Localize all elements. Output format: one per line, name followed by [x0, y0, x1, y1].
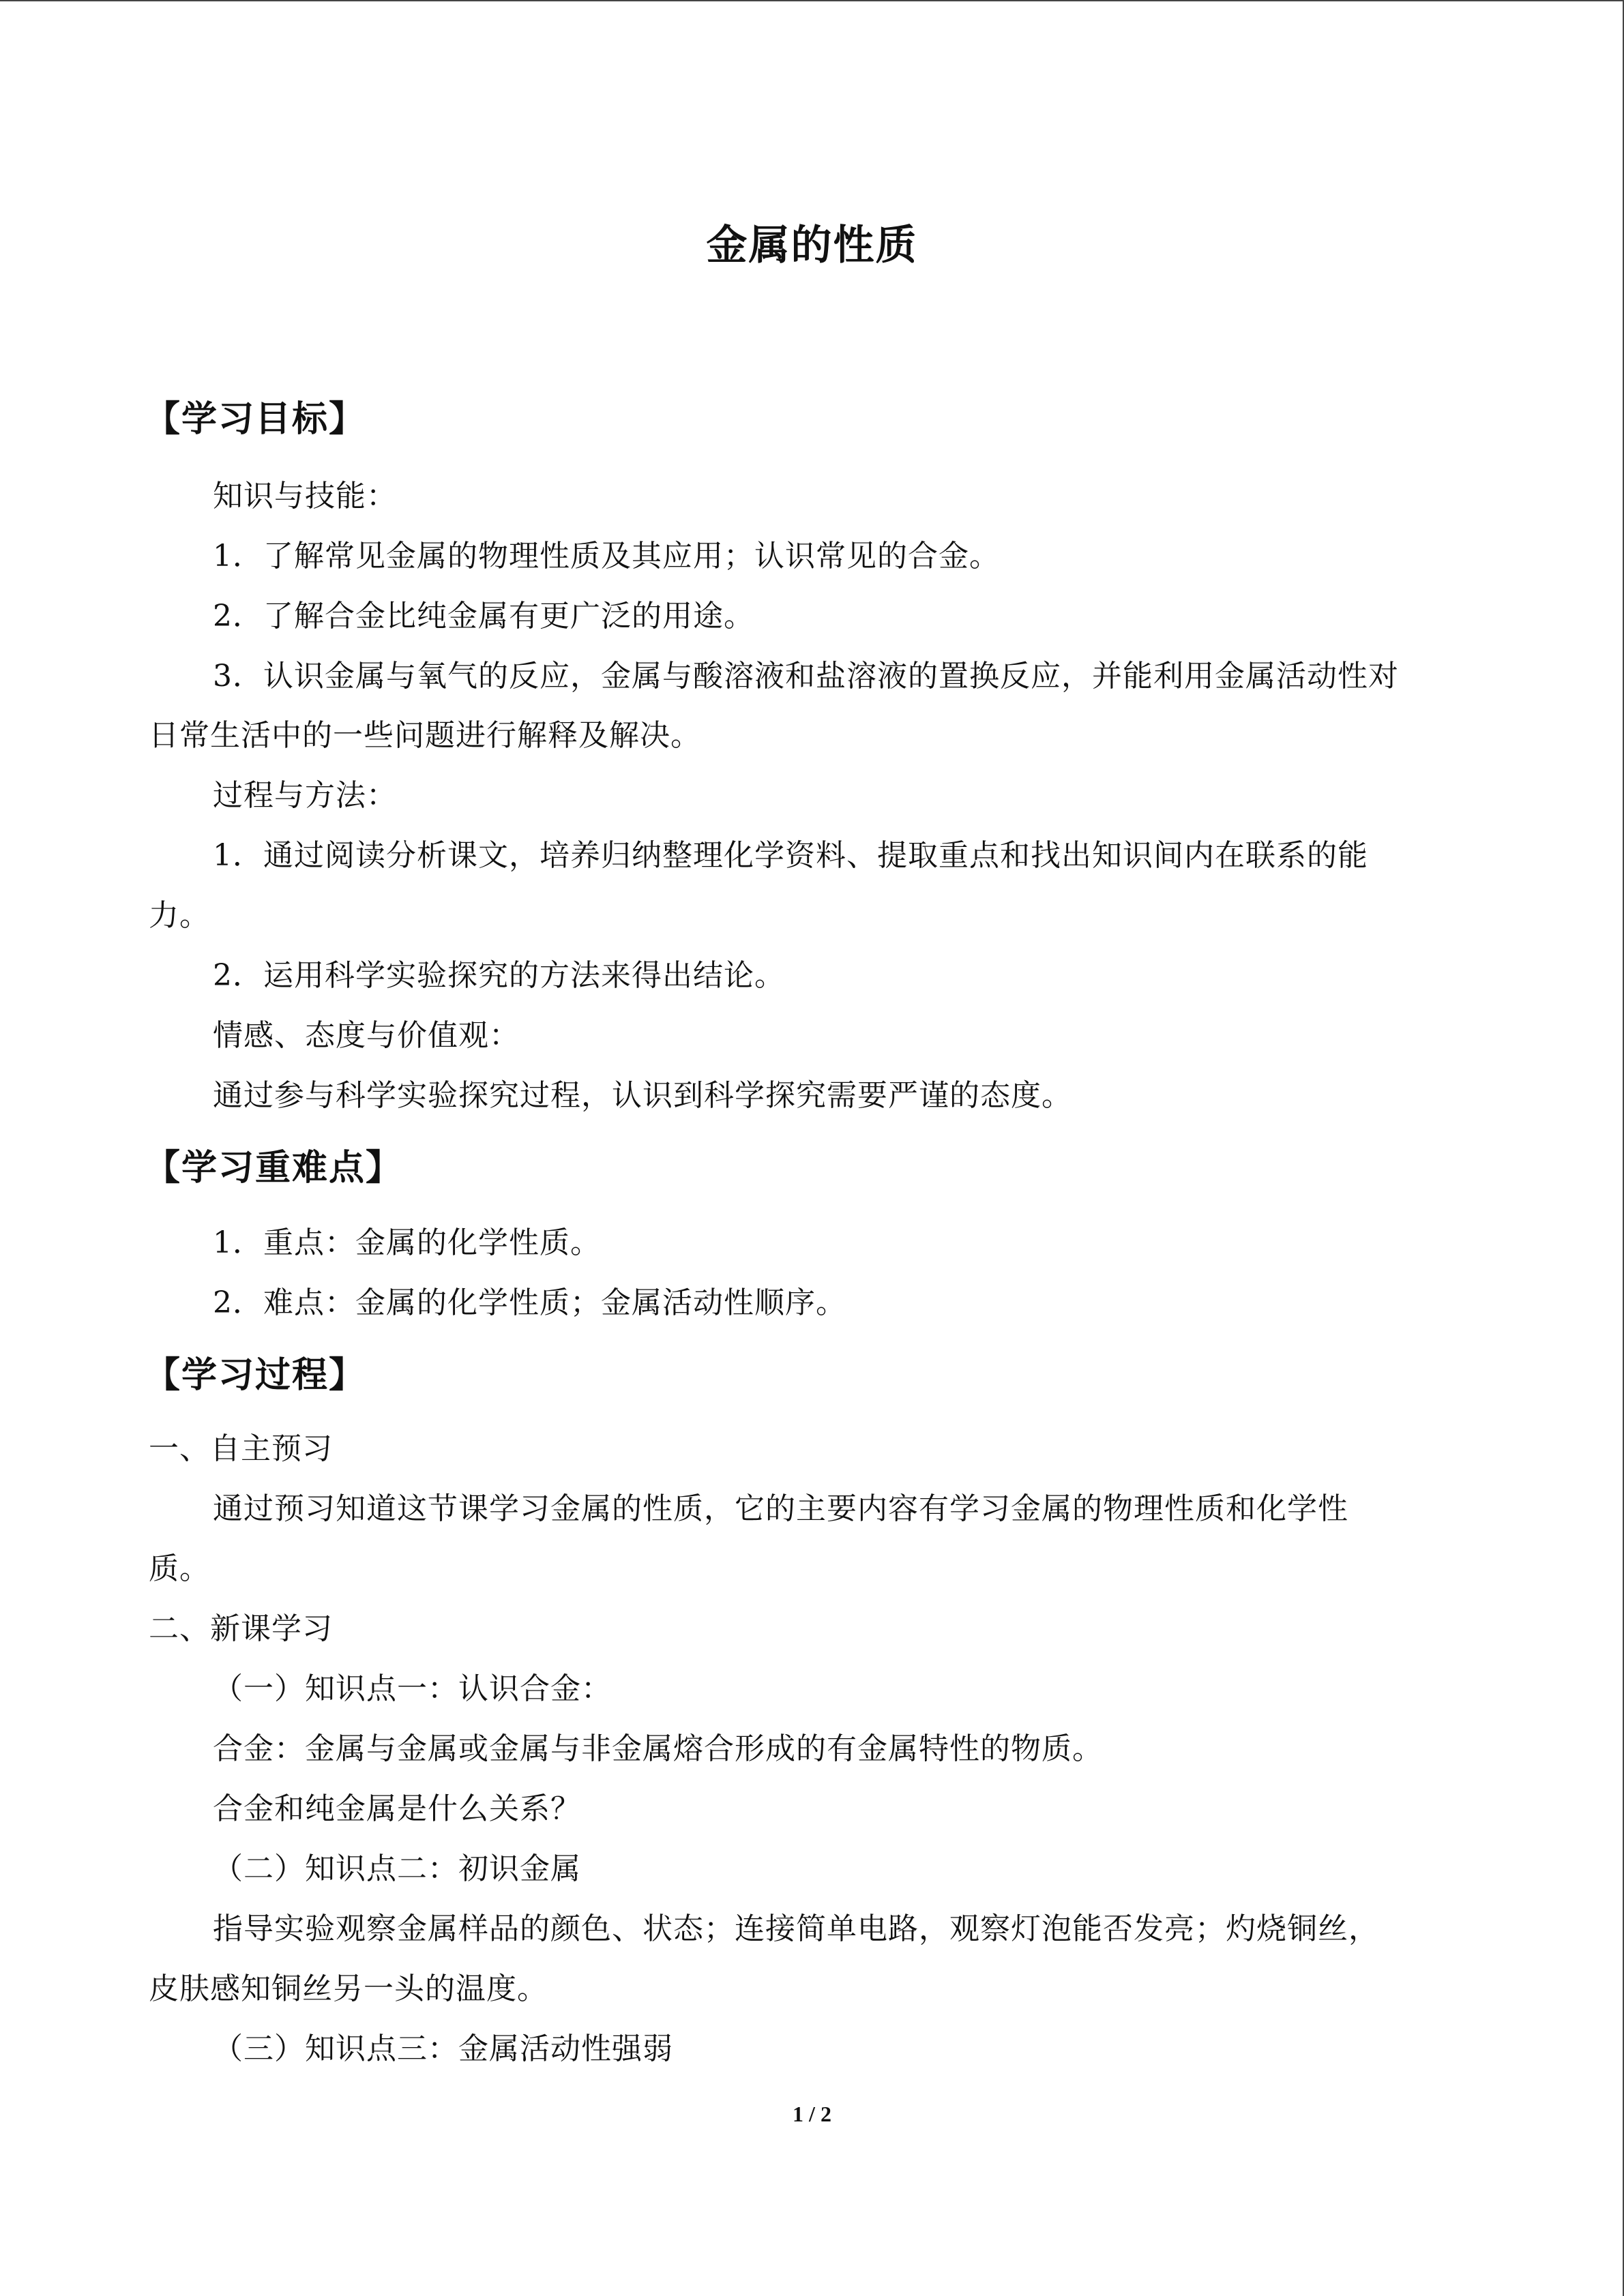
section-heading-process: 【学习过程】 — [145, 1355, 366, 1396]
objectives-line-8: 力。 — [149, 898, 210, 933]
process-line-3: 质。 — [149, 1551, 210, 1586]
objectives-line-1: 知识与技能： — [213, 479, 397, 513]
objectives-line-10: 情感、态度与价值观： — [213, 1018, 520, 1053]
key-points-line-2: 2．难点：金属的化学性质；金属活动性顺序。 — [213, 1285, 846, 1320]
process-line-5: （一）知识点一：认识合金： — [213, 1671, 612, 1706]
process-line-8: （二）知识点二：初识金属 — [213, 1851, 581, 1886]
objectives-line-4: 3．认识金属与氧气的反应，金属与酸溶液和盐溶液的置换反应，并能利用金属活动性对 — [213, 659, 1399, 694]
objectives-line-11: 通过参与科学实验探究过程，认识到科学探究需要严谨的态度。 — [213, 1078, 1072, 1113]
objectives-line-7: 1．通过阅读分析课文，培养归纳整理化学资料、提取重点和找出知识间内在联系的能 — [213, 838, 1368, 873]
process-line-4: 二、新课学习 — [149, 1611, 333, 1646]
process-line-10: 皮肤感知铜丝另一头的温度。 — [149, 1971, 548, 2006]
objectives-line-3: 2．了解合金比纯金属有更广泛的用途。 — [213, 599, 754, 633]
page-number: 1 / 2 — [793, 2102, 831, 2126]
process-line-1: 一、自主预习 — [149, 1431, 333, 1466]
document-title: 金属的性质 — [706, 222, 918, 269]
section-heading-objectives: 【学习目标】 — [145, 399, 366, 440]
process-line-7: 合金和纯金属是什么关系？ — [213, 1791, 581, 1826]
objectives-line-5: 日常生活中的一些问题进行解释及解决。 — [149, 718, 701, 753]
process-line-2: 通过预习知道这节课学习金属的性质，它的主要内容有学习金属的物理性质和化学性 — [213, 1491, 1348, 1526]
section-heading-key-points: 【学习重难点】 — [145, 1148, 403, 1189]
process-line-9: 指导实验观察金属样品的颜色、状态；连接简单电路，观察灯泡能否发亮；灼烧铜丝， — [213, 1911, 1379, 1946]
key-points-line-1: 1．重点：金属的化学性质。 — [213, 1225, 601, 1260]
objectives-line-6: 过程与方法： — [213, 778, 397, 813]
process-line-11: （三）知识点三：金属活动性强弱 — [213, 2031, 673, 2066]
objectives-line-9: 2．运用科学实验探究的方法来得出结论。 — [213, 958, 785, 993]
objectives-line-2: 1．了解常见金属的物理性质及其应用；认识常见的合金。 — [213, 539, 1000, 573]
process-line-6: 合金：金属与金属或金属与非金属熔合形成的有金属特性的物质。 — [213, 1731, 1103, 1766]
